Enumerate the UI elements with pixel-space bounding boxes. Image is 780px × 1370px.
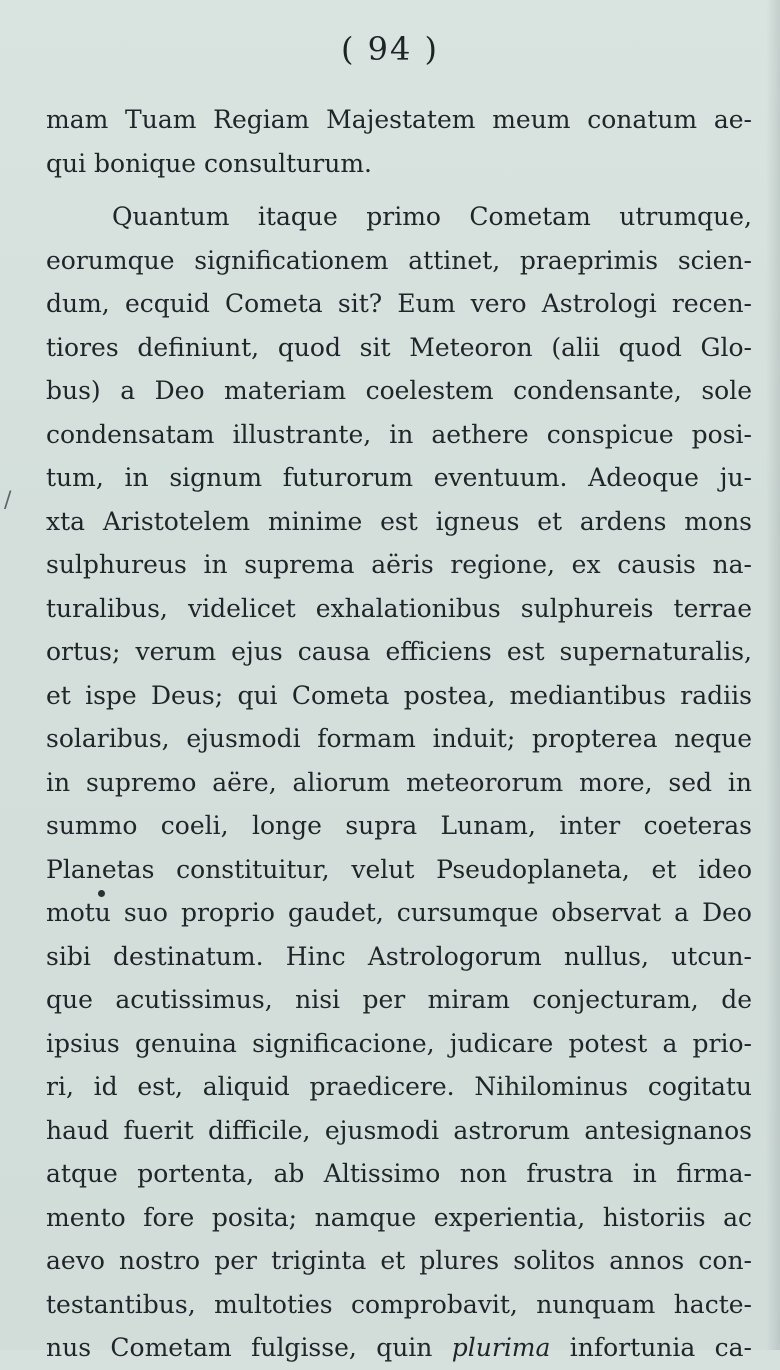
text-line: sibi destinatum. Hinc Astrologorum nullus, utcun- [46, 941, 752, 971]
text-line: et ispe Deus; qui Cometa postea, mediantibus radiis [46, 680, 752, 710]
text-line: motu suo proprio gaudet, cursumque observat a Deo [46, 898, 752, 927]
italic-word: plurima [451, 1333, 551, 1362]
margin-mark: / [4, 488, 12, 513]
text-line: turalibus, videlicet exhalationibus sulphureis terrae [46, 593, 752, 623]
text-line: haud fuerit difficile, ejusmodi astrorum antesignanos [46, 1115, 752, 1145]
text-line: solaribus, ejusmodi formam induit; propterea neque [46, 724, 752, 753]
text-line: que acutissimus, nisi per miram conjecturam, de [46, 985, 752, 1014]
page-edge-shadow [766, 0, 780, 1350]
final-line-end: infortunia ca- [550, 1333, 753, 1362]
final-line-start: nus Cometam fulgisse, quin [46, 1333, 452, 1362]
text-line: ipsius genuina significacione, judicare potest a prio- [46, 1028, 752, 1058]
text-line: tum, in signum futurorum eventuum. Adeoque ju- [46, 463, 752, 492]
text-line: condensatam illustrante, in aethere conspicue posi- [46, 419, 752, 449]
text-line: ortus; verum ejus causa efficiens est supernaturalis, [46, 637, 752, 666]
text-line: testantibus, multoties comprobavit, nunquam hacte- [46, 1289, 752, 1319]
text-line: in supremo aëre, aliorum meteororum more, sed in [46, 767, 752, 797]
text-line: ri, id est, aliquid praedicere. Nihilominus cogitatu [46, 1072, 752, 1101]
page-number: ( 94 ) [340, 30, 440, 68]
text-line: Planetas constituitur, velut Pseudoplaneta, et ideo [46, 854, 752, 884]
text-line-final [46, 1326, 752, 1370]
text-line: xta Aristotelem minime est igneus et ardens mons [46, 506, 752, 536]
text-line: qui bonique consulturum. [46, 148, 372, 178]
body-text [46, 98, 752, 1370]
text-line: tiores definiunt, quod sit Meteoron (alii quod Glo- [46, 332, 752, 362]
text-line: sulphureus in suprema aëris regione, ex causis na- [46, 550, 752, 579]
text-line: eorumque significationem attinet, praeprimis scien- [46, 245, 752, 275]
text-line: bus) a Deo materiam coelestem condensante, sole [46, 376, 752, 405]
text-line: summo coeli, longe supra Lunam, inter coeteras [46, 811, 752, 840]
text-line: aevo nostro per triginta et plures solitos annos con- [46, 1246, 752, 1275]
text-line: mam Tuam Regiam Majestatem meum conatum ae- [46, 105, 752, 134]
text-line: dum, ecquid Cometa sit? Eum vero Astrologi recen- [46, 289, 752, 318]
text-line: mento fore posita; namque experientia, historiis ac [46, 1202, 752, 1232]
text-line: Quantum itaque primo Cometam utrumque, [112, 202, 752, 231]
text-line: atque portenta, ab Altissimo non frustra in firma- [46, 1159, 752, 1188]
